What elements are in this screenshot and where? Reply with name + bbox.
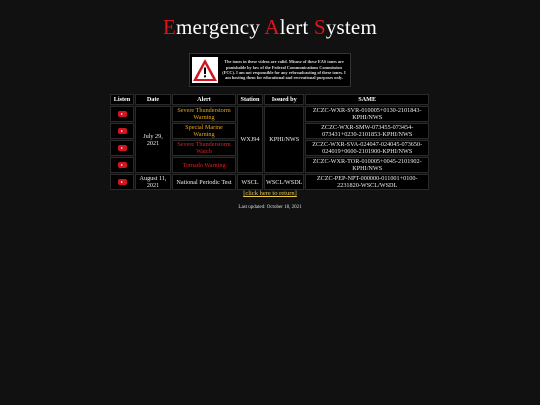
station-cell: WXJ94 [237, 106, 263, 173]
station-cell: WSCL [237, 174, 263, 190]
same-code: ZCZC-PEP-NPT-000000-011001+0100-2231820-WSCL/WSDL [305, 174, 429, 190]
same-code: ZCZC-WXR-SVA-024047-024045-073650-024019+0600-2101900-KPHI/NWS [305, 140, 429, 156]
alert-name: Special Marine Warning [172, 123, 236, 139]
play-video-icon[interactable] [118, 179, 127, 185]
header-issued-by: Issued by [264, 94, 304, 105]
play-video-icon[interactable] [118, 145, 127, 151]
table-row [110, 174, 429, 190]
same-code: ZCZC-WXR-TOR-010005+0045-2101902-KPHI/NWS [305, 157, 429, 173]
disclaimer-text: The tones in these videos are valid. Misuse of these EAS tones are punishable by law of the Federal Communications Commission (FCC). I am not responsible for any rebroadcasting of these tones. I am hosting them for educational and recreational purposes only. [222, 59, 346, 81]
listen-cell [110, 123, 134, 139]
alert-name: Severe Thunderstorm Warning [172, 106, 236, 122]
alert-name: National Periodic Test [172, 174, 236, 190]
header-same: SAME [305, 94, 429, 105]
title-word-ystem: ystem [325, 15, 377, 39]
title-letter-a: A [264, 15, 280, 39]
title-word-mergency: mergency [176, 15, 265, 39]
listen-cell [110, 157, 134, 173]
header-station: Station [237, 94, 263, 105]
listen-cell [110, 140, 134, 156]
table-row [110, 106, 429, 122]
header-alert: Alert [172, 94, 236, 105]
alert-name: Tornado Warning [172, 157, 236, 173]
same-code: ZCZC-WXR-SVR-010005+0130-2101843-KPHI/NWS [305, 106, 429, 122]
return-link[interactable]: [click here to return] [243, 190, 297, 197]
disclaimer-box [189, 53, 351, 87]
title-letter-s: S [313, 15, 326, 39]
same-code: ZCZC-WXR-SMW-073455-073454-073431+0230-2101853-KPHI/NWS [305, 123, 429, 139]
listen-cell [110, 106, 134, 122]
play-video-icon[interactable] [118, 162, 127, 168]
table-header-row [110, 94, 429, 105]
page-title [0, 13, 540, 41]
warning-triangle-icon [192, 57, 218, 83]
title-word-lert: lert [279, 15, 314, 39]
issued-by-cell: KPHI/NWS [264, 106, 304, 173]
last-updated-text: Last updated: October 18, 2021 [238, 205, 302, 210]
play-video-icon[interactable] [118, 111, 127, 117]
alerts-table [109, 93, 430, 191]
header-date: Date [135, 94, 171, 105]
date-cell: July 29, 2021 [135, 106, 171, 173]
title-letter-e: E [162, 15, 177, 39]
issued-by-cell: WSCL/WSDL [264, 174, 304, 190]
play-video-icon[interactable] [118, 128, 127, 134]
listen-cell [110, 174, 134, 190]
date-cell: August 11, 2021 [135, 174, 171, 190]
alert-name: Severe Thunderstorm Watch [172, 140, 236, 156]
header-listen: Listen [110, 94, 134, 105]
